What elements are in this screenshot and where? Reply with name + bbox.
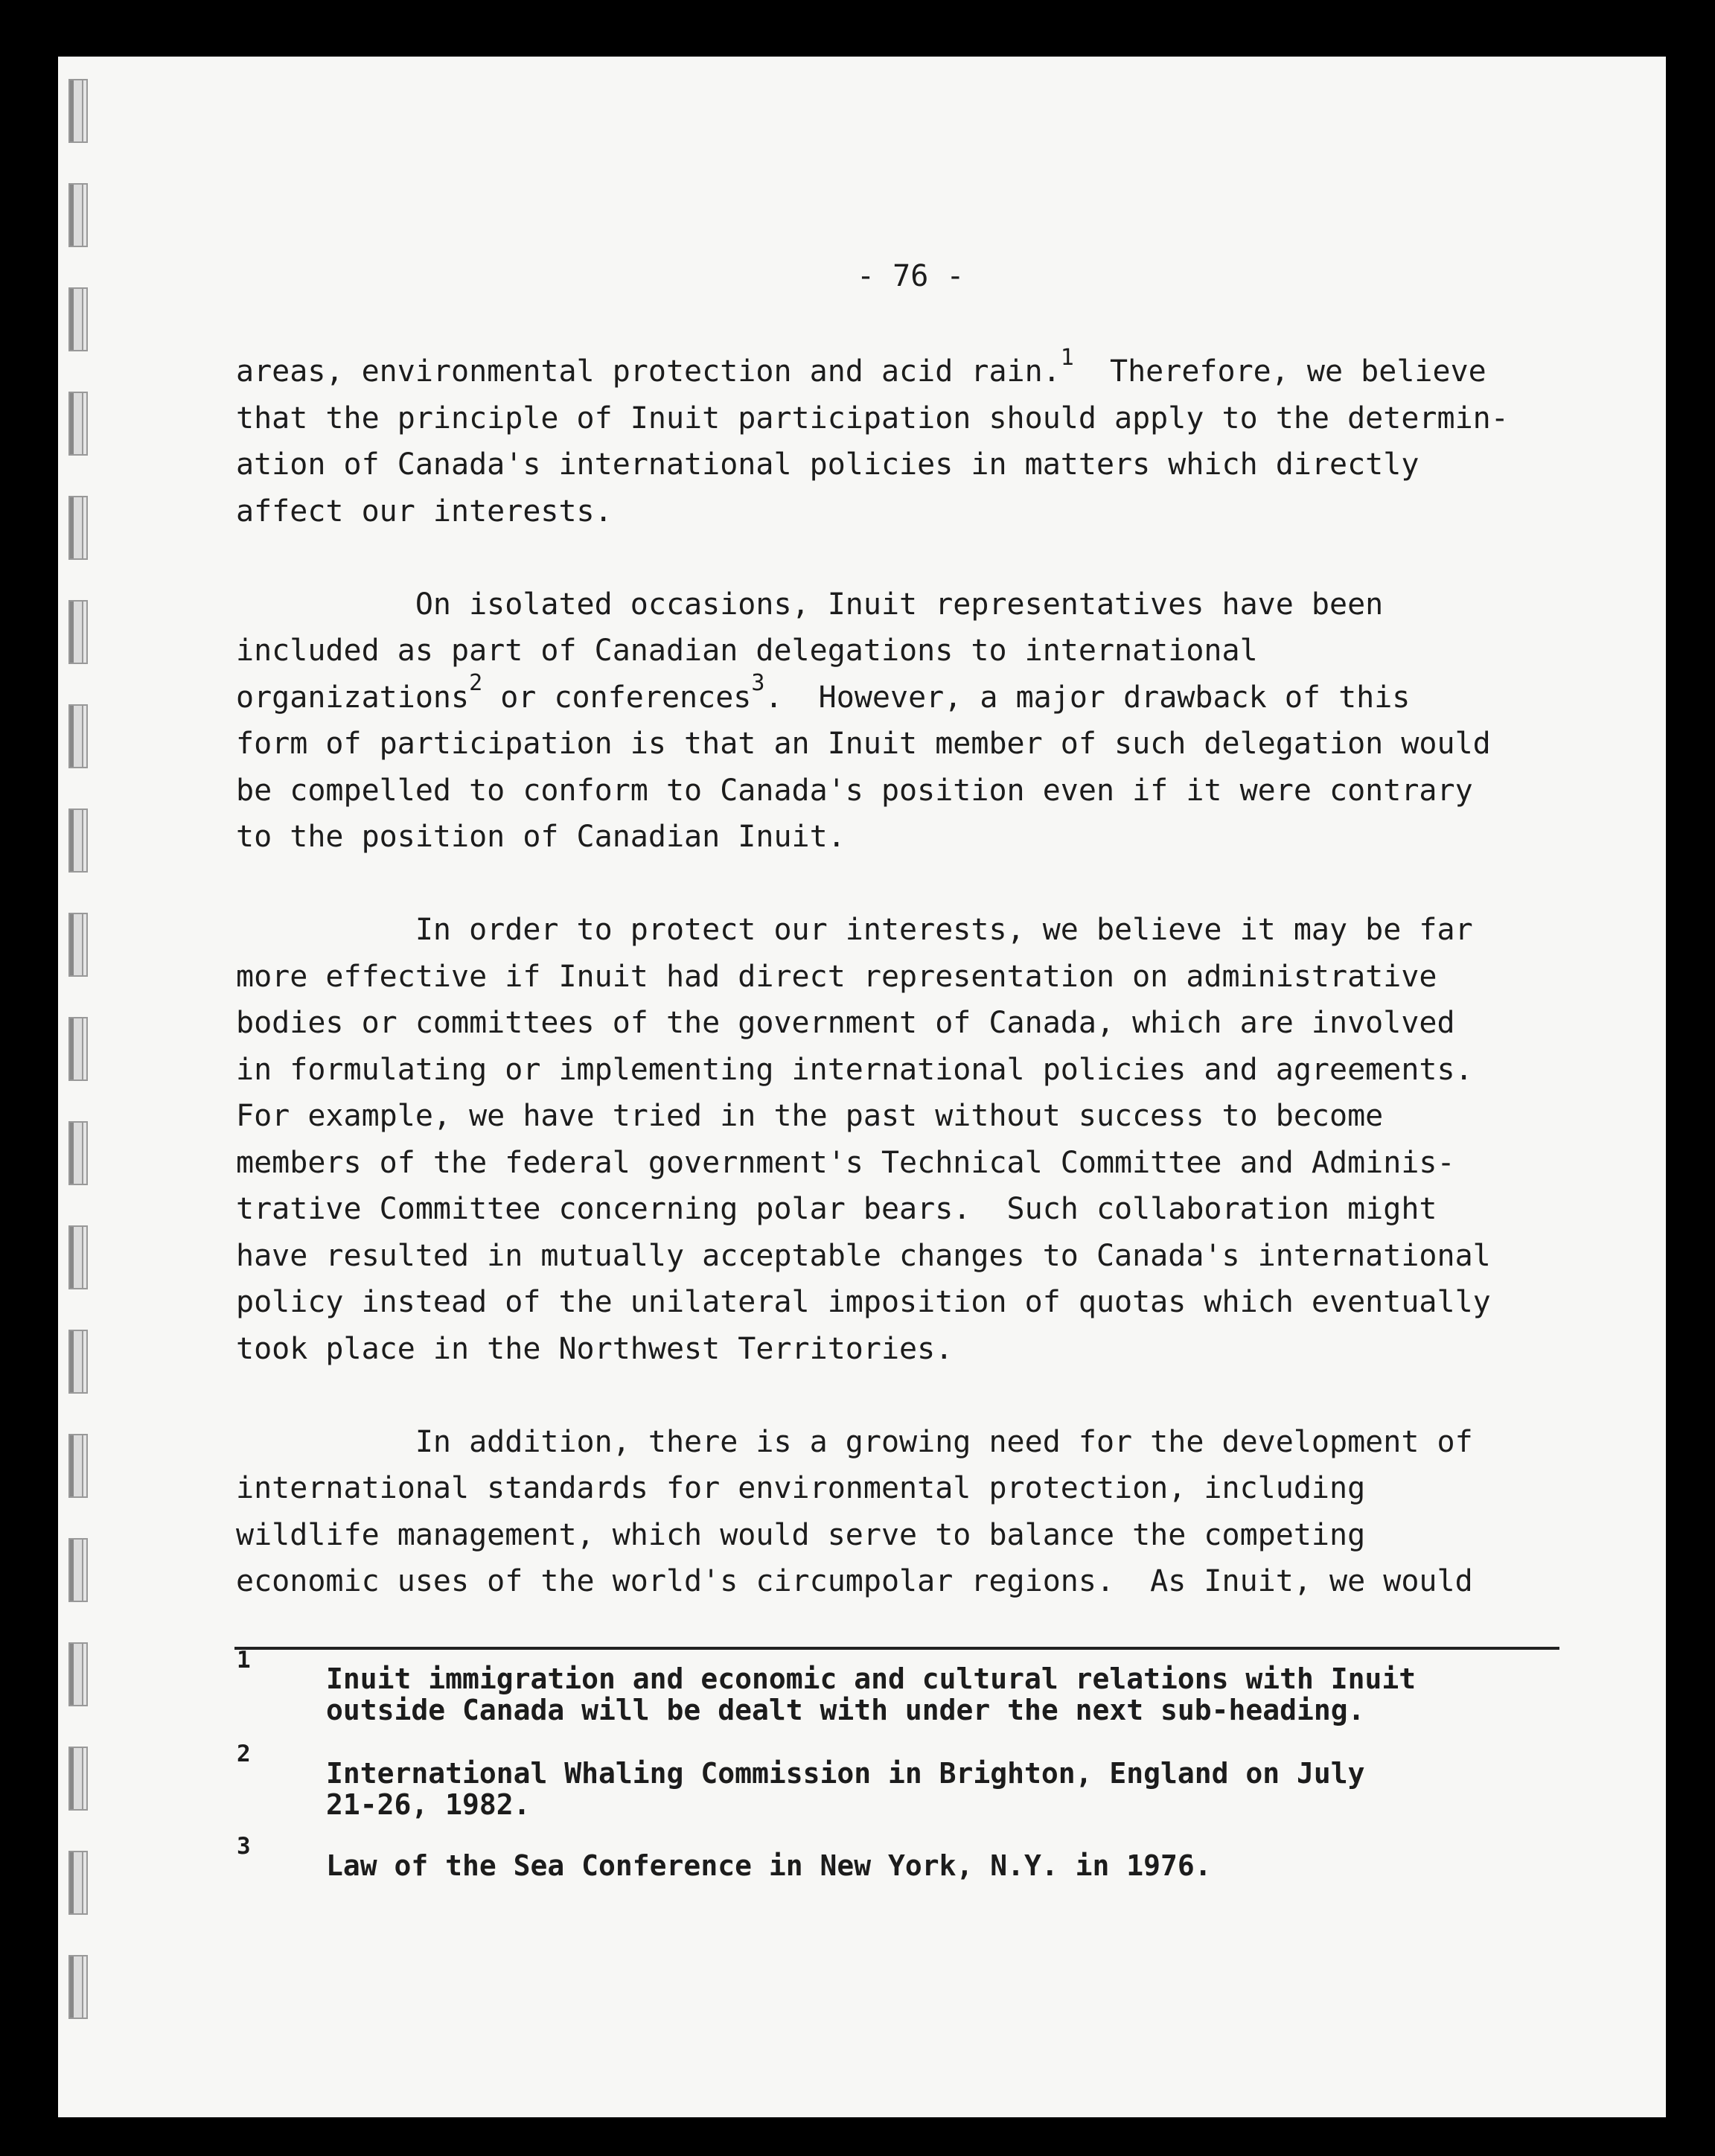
binding-hole bbox=[68, 496, 88, 560]
footnote-ref-2: 2 bbox=[469, 670, 483, 697]
binding-hole bbox=[68, 1538, 88, 1602]
binding-hole bbox=[68, 808, 88, 873]
binding-hole bbox=[68, 1225, 88, 1289]
paragraph-3-line-4: in formulating or implementing international policies and agreements. bbox=[236, 1052, 1473, 1087]
binding-hole bbox=[68, 1747, 88, 1811]
paragraph-3-line-2: more effective if Inuit had direct representation on administrative bbox=[236, 959, 1437, 994]
paragraph-3-line-9: policy instead of the unilateral imposition of quotas which eventually bbox=[236, 1285, 1491, 1319]
binding-hole bbox=[68, 1642, 88, 1706]
paragraph-3-line-5: For example, we have tried in the past without success to become bbox=[236, 1099, 1384, 1133]
binding-hole bbox=[68, 1121, 88, 1185]
footnote-marker-3: 3 bbox=[237, 1833, 251, 1860]
paragraph-2-line-3: organizations$^2$ or conferences$^3$. However, a major drawback of this bbox=[236, 670, 1411, 715]
paragraph-1-line-1: areas, environmental protection and acid rain.$^1$ Therefore, we believe bbox=[236, 344, 1486, 389]
paragraph-4-line-1: In addition, there is a growing need for the development of bbox=[236, 1424, 1473, 1459]
paragraph-2-line-2: included as part of Canadian delegations to international bbox=[236, 634, 1258, 668]
footnote-3: Law of the Sea Conference in New York, N.Y. in 1976. bbox=[326, 1849, 1212, 1882]
paragraph-3-line-6: members of the federal government's Technical Committee and Adminis- bbox=[236, 1145, 1455, 1180]
page-number: - 76 - bbox=[857, 259, 965, 293]
binding-hole bbox=[68, 600, 88, 664]
binding-hole bbox=[68, 704, 88, 768]
binding-hole bbox=[68, 1434, 88, 1498]
paragraph-2-line-1: On isolated occasions, Inuit representatives have been bbox=[236, 587, 1384, 622]
paragraph-2-line-6: to the position of Canadian Inuit. bbox=[236, 820, 846, 854]
paragraph-3-line-10: took place in the Northwest Territories. bbox=[236, 1331, 954, 1366]
paragraph-3-line-7: trative Committee concerning polar bears. Such collaboration might bbox=[236, 1192, 1437, 1226]
binding-hole bbox=[68, 392, 88, 456]
footnote-marker-2: 2 bbox=[237, 1741, 251, 1767]
footnote-1: Inuit immigration and economic and cultural relations with Inuit outside Canada will be dealt with under the next sub-heading. bbox=[326, 1662, 1417, 1726]
body-text bbox=[236, 344, 1509, 1605]
footnote-ref-3: 3 bbox=[751, 670, 765, 697]
paragraph-3-line-1: In order to protect our interests, we believe it may be far bbox=[236, 913, 1473, 947]
binding-hole bbox=[68, 183, 88, 247]
binding-hole bbox=[68, 79, 88, 143]
paragraph-2-line-5: be compelled to conform to Canada's position even if it were contrary bbox=[236, 773, 1473, 808]
binding-hole bbox=[68, 1330, 88, 1394]
paragraph-4-line-4: economic uses of the world's circumpolar regions. As Inuit, we would bbox=[236, 1564, 1473, 1598]
binding-hole bbox=[68, 1851, 88, 1915]
footnote-ref-1: 1 bbox=[1060, 344, 1074, 371]
paragraph-1-line-3: ation of Canada's international policies in matters which directly bbox=[236, 447, 1419, 482]
footnote-divider bbox=[234, 1647, 1559, 1650]
paragraph-1-line-4: affect our interests. bbox=[236, 494, 613, 529]
paragraph-2-line-4: form of participation is that an Inuit member of such delegation would bbox=[236, 727, 1491, 761]
binding-strip bbox=[58, 57, 110, 2117]
paragraph-1-line-2: that the principle of Inuit participation should apply to the determin- bbox=[236, 401, 1509, 436]
paragraph-3-line-3: bodies or committees of the government of Canada, which are involved bbox=[236, 1006, 1455, 1040]
paragraph-3-line-8: have resulted in mutually acceptable changes to Canada's international bbox=[236, 1238, 1491, 1273]
footnote-2: International Whaling Commission in Brighton, England on July 21-26, 1982. bbox=[326, 1757, 1365, 1821]
paragraph-4-line-2: international standards for environmental protection, including bbox=[236, 1471, 1366, 1505]
footnote-marker-1: 1 bbox=[237, 1647, 251, 1674]
binding-hole bbox=[68, 287, 88, 351]
binding-hole bbox=[68, 1955, 88, 2019]
binding-hole bbox=[68, 1017, 88, 1081]
document-page bbox=[58, 57, 1666, 2117]
binding-hole bbox=[68, 913, 88, 977]
paragraph-4-line-3: wildlife management, which would serve to balance the competing bbox=[236, 1517, 1366, 1552]
